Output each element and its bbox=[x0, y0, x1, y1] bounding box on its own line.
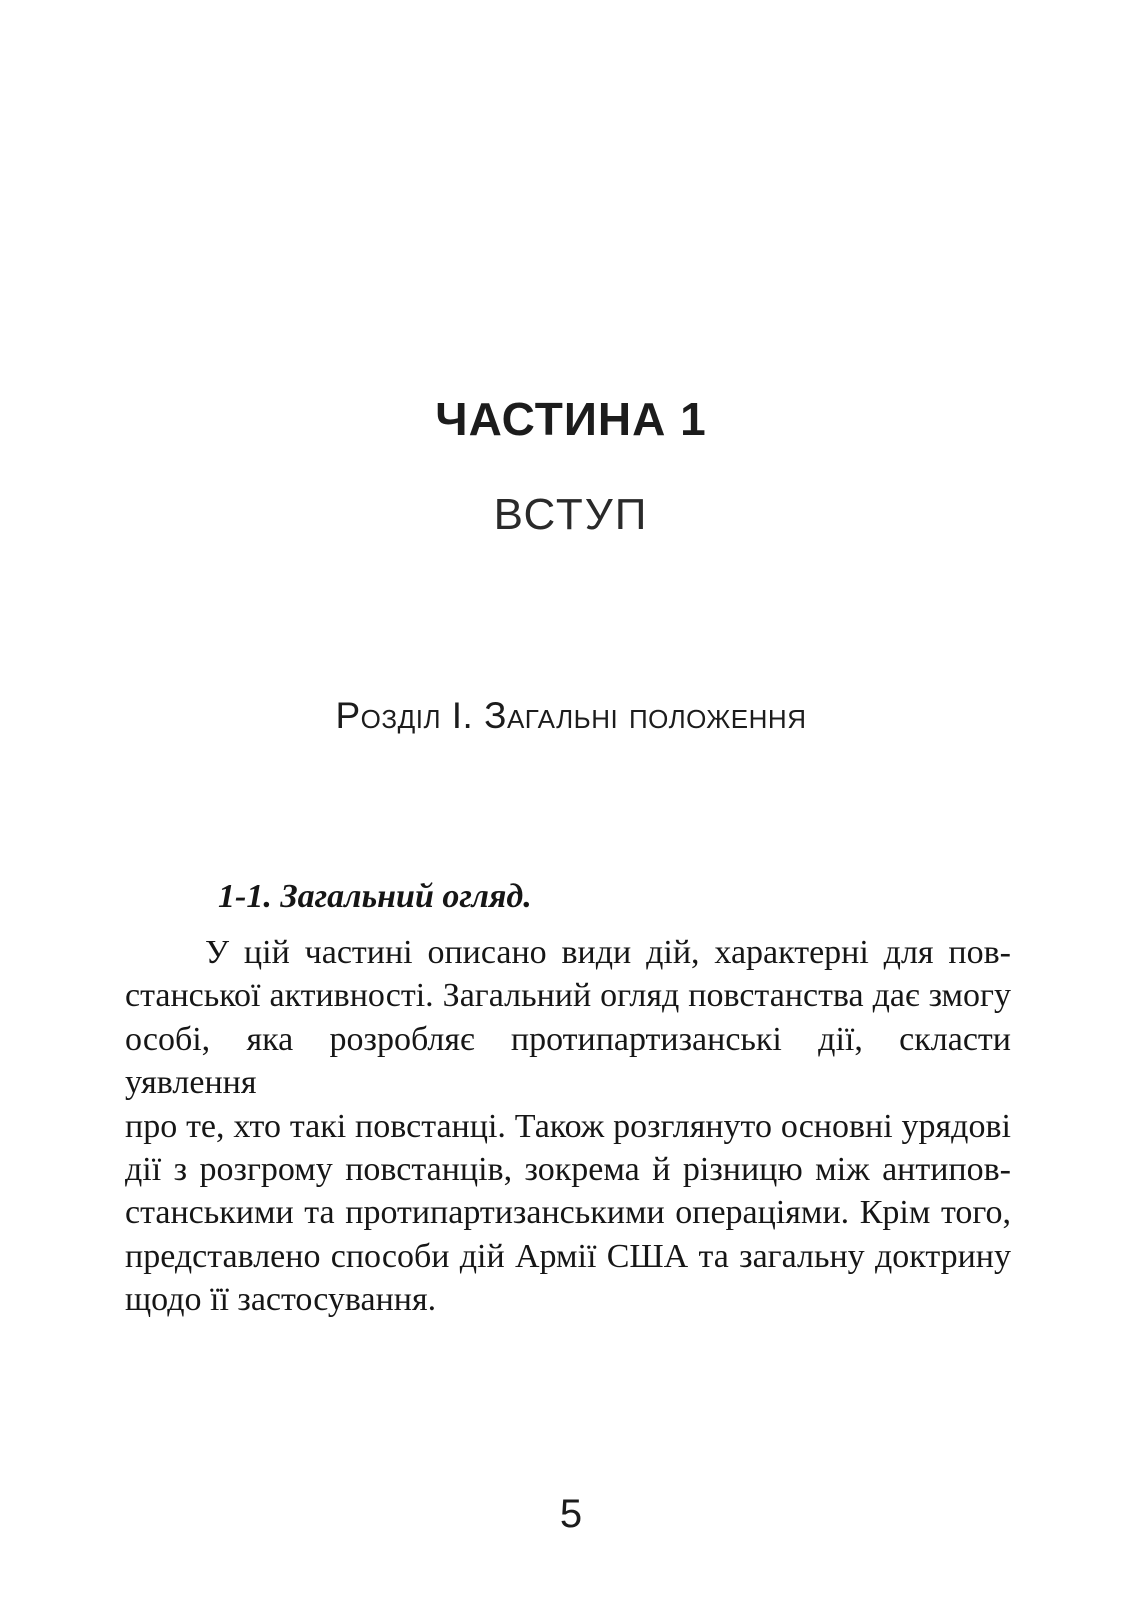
section-heading: 1-1. Загальний огляд. bbox=[218, 878, 532, 915]
paragraph-line: про те, хто такі повстанці. Також розглянуто основні урядові bbox=[125, 1107, 1011, 1145]
page-number: 5 bbox=[559, 1492, 583, 1536]
paragraph-line: дії з розгрому повстанців, зокрема й різницю між антипов- bbox=[125, 1151, 1011, 1189]
part-heading: ЧАСТИНА 1 bbox=[435, 393, 707, 445]
paragraph-line: станськими та протипартизанськими операціями. Крім того, bbox=[125, 1194, 1011, 1232]
intro-heading: ВСТУП bbox=[493, 490, 649, 539]
paragraph-line: щодо її застосування. bbox=[125, 1281, 437, 1319]
paragraph bbox=[125, 931, 1011, 1322]
paragraph-line: У цій частині описано види дій, характерні для пов- bbox=[205, 934, 1011, 971]
paragraph-line: представлено способи дій Армії США та загальну доктрину bbox=[125, 1237, 1011, 1275]
paragraph-line: особі, яка розробляє протипартизанські дії, скласти уявлення bbox=[125, 1020, 1011, 1102]
chapter-heading: Розділ І. Загальні положення bbox=[335, 695, 807, 736]
paragraph-line: станської активності. Загальний огляд повстанства дає змогу bbox=[125, 977, 1011, 1015]
